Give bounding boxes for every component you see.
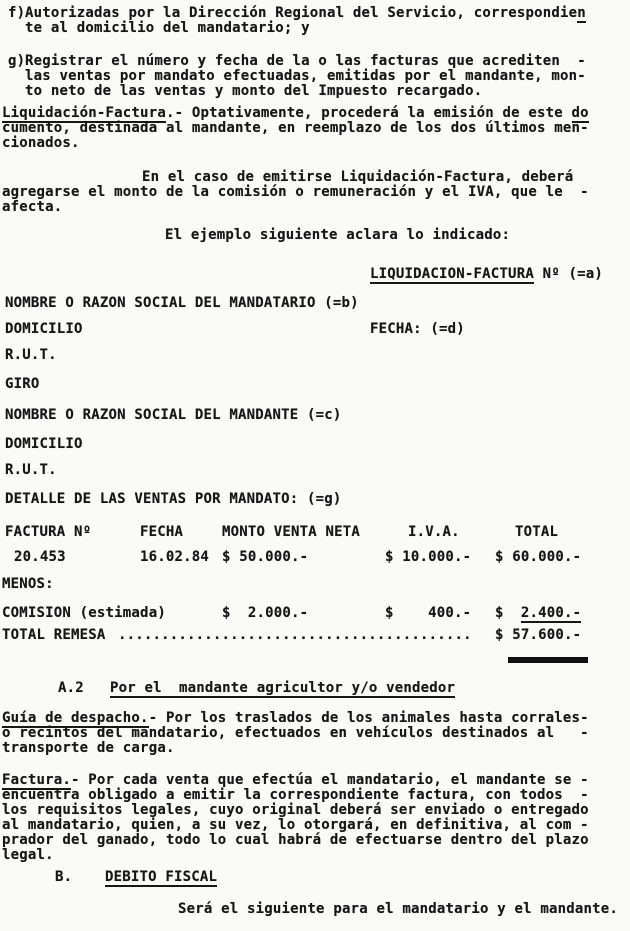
section-b-title-text: DEBITO FISCAL bbox=[105, 869, 218, 885]
clause-g-line-2: las ventas por mandato efectuadas, emitidas por el mandante, mon- bbox=[25, 68, 586, 84]
section-b-number: B. bbox=[55, 869, 73, 885]
caso-paragraph-line-2: agregarse el monto de la comisión o remuneración y el IVA, que le - bbox=[2, 184, 589, 200]
col-header-factura: FACTURA Nº bbox=[5, 524, 92, 540]
factura-paragraph-line-5: prador del ganado, todo lo cual habrá de efectuarse dentro del plazo bbox=[2, 832, 589, 848]
cell-fecha: 16.02.84 bbox=[140, 549, 210, 565]
field-rut-2: R.U.T. bbox=[5, 462, 57, 478]
field-domicilio-2: DOMICILIO bbox=[5, 436, 83, 452]
section-b-title bbox=[105, 870, 217, 885]
col-header-fecha: FECHA bbox=[140, 524, 184, 540]
cell-monto-venta: $ 50.000.- bbox=[222, 549, 309, 565]
guia-despacho-line-2: o recintos del mandatario, efectuados en vehículos destinados al - bbox=[2, 725, 589, 741]
menos-label: MENOS: bbox=[2, 576, 54, 592]
factura-paragraph-line-6: legal. bbox=[2, 847, 54, 863]
factura-paragraph-line-1-text: - Por cada venta que efectúa el mandatario, el mandante se - bbox=[71, 772, 589, 788]
liquidacion-paragraph-line-1 bbox=[2, 106, 589, 121]
comision-iva: $ 400.- bbox=[385, 605, 472, 621]
col-header-total: TOTAL bbox=[515, 524, 559, 540]
guia-despacho-line-1-text: - Por los traslados de los animales hasta corrales- bbox=[148, 710, 589, 726]
invoice-heading-number: Nº (=a) bbox=[533, 266, 603, 282]
caso-paragraph-line-1: En el caso de emitirse Liquidación-Factura, deberá bbox=[142, 169, 574, 185]
guia-despacho-line-1 bbox=[2, 711, 589, 726]
remesa-dot-leader: ......................................... bbox=[118, 627, 472, 643]
liquidacion-term: Liquidación-Factura bbox=[2, 105, 166, 121]
factura-paragraph-line-3: los requisitos legales, cuyo original deberá ser enviado o entregado bbox=[2, 802, 589, 818]
example-intro: El ejemplo siguiente aclara lo indicado: bbox=[165, 227, 511, 243]
section-a2-number: A.2 bbox=[58, 680, 84, 696]
closing-line: Será el siguiente para el mandatario y el mandante. bbox=[178, 901, 619, 917]
factura-term: Factura. bbox=[2, 772, 72, 788]
remesa-total: $ 57.600.- bbox=[495, 627, 582, 643]
liquidacion-continuation-mark: do bbox=[571, 105, 589, 121]
liquidacion-paragraph-line-3: cionados. bbox=[2, 135, 80, 151]
clause-f-line-2: te al domicilio del mandatario; y bbox=[25, 20, 310, 36]
clause-f-line-1-text: Autorizadas por la Dirección Regional del Servicio, correspondie bbox=[25, 5, 578, 21]
guia-despacho-term: Guía de despacho. bbox=[2, 710, 149, 726]
comision-monto: $ 2.000.- bbox=[222, 605, 309, 621]
liquidacion-line-1-text: .- Optativamente, procederá la emisión de este bbox=[165, 105, 572, 121]
clause-f-label: f) bbox=[8, 5, 26, 21]
clause-g-label: g) bbox=[8, 53, 26, 69]
comision-total-sign: $ bbox=[495, 605, 521, 621]
field-fecha: FECHA: (=d) bbox=[370, 321, 465, 337]
field-detalle: DETALLE DE LAS VENTAS POR MANDATO: (=g) bbox=[5, 491, 342, 507]
cell-iva: $ 10.000.- bbox=[385, 549, 472, 565]
comision-total-value: 2.400.- bbox=[520, 605, 582, 621]
col-header-iva: I.V.A. bbox=[408, 524, 460, 540]
col-header-monto: MONTO VENTA NETA bbox=[222, 524, 361, 540]
total-rule-bar bbox=[508, 657, 588, 663]
comision-label: COMISION (estimada) bbox=[2, 605, 166, 621]
factura-paragraph-line-4: al mandatario, quien, a su vez, lo otorgará, en definitiva, al com - bbox=[2, 817, 589, 833]
cell-factura-numero: 20.453 bbox=[14, 549, 66, 565]
field-rut-1: R.U.T. bbox=[5, 347, 57, 363]
clause-f-continuation-mark: n bbox=[577, 5, 586, 21]
clause-g-line-1: Registrar el número y fecha de la o las facturas que acrediten - bbox=[25, 53, 586, 69]
invoice-heading-title: LIQUIDACION-FACTURA bbox=[370, 266, 534, 282]
field-giro: GIRO bbox=[5, 376, 40, 392]
field-mandatario: NOMBRE O RAZON SOCIAL DEL MANDATARIO (=b) bbox=[5, 295, 359, 311]
factura-paragraph-line-1 bbox=[2, 773, 589, 788]
caso-paragraph-line-3: afecta. bbox=[2, 199, 63, 215]
remesa-label: TOTAL REMESA bbox=[2, 627, 106, 643]
clause-g-line-3: to neto de las ventas y monto del Impuesto recargado. bbox=[25, 83, 483, 99]
comision-total bbox=[495, 606, 581, 621]
factura-paragraph-line-2: encuentra obligado a emitir la correspondiente factura, con todos - bbox=[2, 787, 589, 803]
clause-f-line-1 bbox=[25, 6, 586, 21]
guia-despacho-line-3: transporte de carga. bbox=[2, 740, 175, 756]
field-domicilio-1: DOMICILIO bbox=[5, 321, 83, 337]
section-a2-title-text: Por el mandante agricultor y/o vendedor bbox=[110, 680, 456, 696]
field-mandante: NOMBRE O RAZON SOCIAL DEL MANDANTE (=c) bbox=[5, 407, 342, 423]
cell-total: $ 60.000.- bbox=[495, 549, 582, 565]
section-a2-title bbox=[110, 681, 455, 696]
liquidacion-paragraph-line-2: cumento, destinada al mandante, en reemplazo de los dos últimos men- bbox=[2, 120, 589, 136]
invoice-heading bbox=[370, 267, 603, 282]
